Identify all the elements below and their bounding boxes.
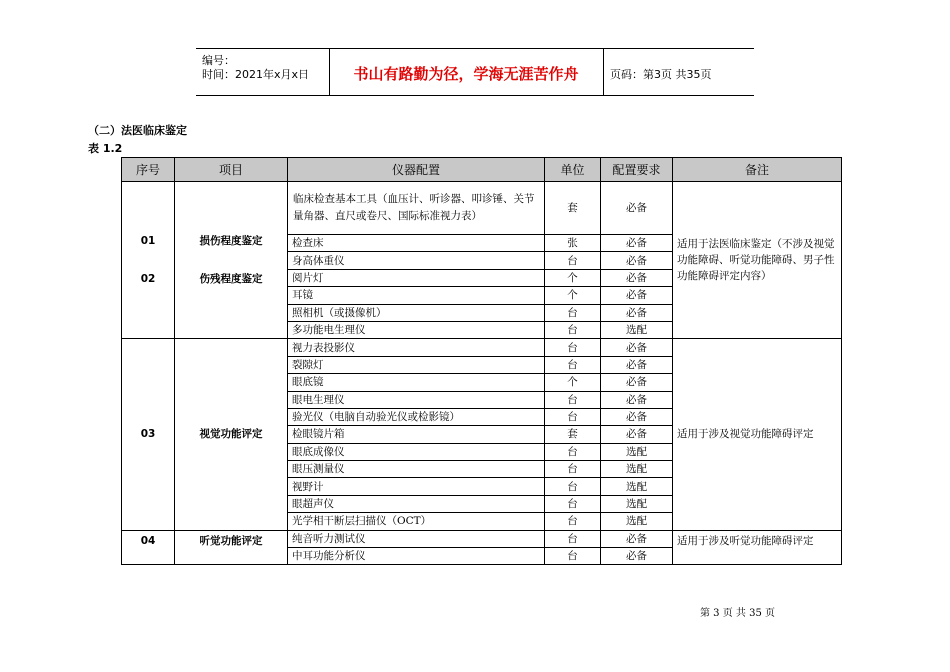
group1-projects — [175, 182, 288, 339]
equipment-cell: 验光仪（电脑自动验光仪或检影镜） — [288, 408, 545, 425]
equipment-table — [121, 157, 842, 565]
requirement-cell: 选配 — [601, 478, 673, 495]
equipment-cell: 身高体重仪 — [288, 252, 545, 269]
requirement-cell: 必备 — [601, 304, 673, 321]
equipment-cell: 多功能电生理仪 — [288, 321, 545, 338]
equipment-cell: 照相机（或摄像机） — [288, 304, 545, 321]
table-label: 表 1.2 — [88, 142, 123, 155]
unit-cell: 张 — [545, 235, 601, 252]
equipment-cell: 眼底镜 — [288, 374, 545, 391]
table-row — [122, 530, 842, 547]
table-header-row — [122, 158, 842, 182]
equipment-cell: 检查床 — [288, 235, 545, 252]
unit-cell: 个 — [545, 269, 601, 286]
unit-cell: 台 — [545, 304, 601, 321]
table-row — [122, 339, 842, 356]
requirement-cell: 必备 — [601, 530, 673, 547]
header-time-label: 时间：2021年x月x日 — [202, 68, 310, 81]
equipment-cell: 视野计 — [288, 478, 545, 495]
unit-cell: 台 — [545, 513, 601, 530]
requirement-cell: 必备 — [601, 287, 673, 304]
unit-cell: 套 — [545, 182, 601, 235]
unit-cell: 个 — [545, 287, 601, 304]
equipment-cell: 光学相干断层扫描仪（OCT） — [288, 513, 545, 530]
col-header-unit: 单位 — [545, 158, 601, 182]
requirement-cell: 必备 — [601, 339, 673, 356]
requirement-cell: 必备 — [601, 269, 673, 286]
unit-cell: 台 — [545, 461, 601, 478]
header-number-label: 编号： — [202, 54, 235, 67]
unit-cell: 台 — [545, 530, 601, 547]
requirement-cell: 必备 — [601, 356, 673, 373]
unit-cell: 台 — [545, 321, 601, 338]
unit-cell: 台 — [545, 339, 601, 356]
header-motto: 书山有路勤为径，学海无涯苦作舟 — [353, 65, 579, 83]
unit-cell: 台 — [545, 443, 601, 460]
equipment-cell: 纯音听力测试仪 — [288, 530, 545, 547]
equipment-cell: 眼底成像仪 — [288, 443, 545, 460]
seq-number: 03 — [122, 339, 175, 530]
col-header-equipment: 仪器配置 — [288, 158, 545, 182]
equipment-cell: 裂隙灯 — [288, 356, 545, 373]
project-name: 伤残程度鉴定 — [199, 273, 263, 286]
requirement-cell: 必备 — [601, 182, 673, 235]
unit-cell: 套 — [545, 426, 601, 443]
section-title: （二）法医临床鉴定 — [88, 124, 187, 137]
group3-note: 适用于涉及听觉功能障碍评定 — [673, 530, 842, 565]
requirement-cell: 必备 — [601, 235, 673, 252]
requirement-cell: 选配 — [601, 321, 673, 338]
equipment-cell: 阅片灯 — [288, 269, 545, 286]
unit-cell: 台 — [545, 478, 601, 495]
col-header-project: 项目 — [175, 158, 288, 182]
col-header-requirement: 配置要求 — [601, 158, 673, 182]
requirement-cell: 选配 — [601, 461, 673, 478]
col-header-note: 备注 — [673, 158, 842, 182]
seq-number: 01 — [140, 235, 156, 248]
equipment-cell: 耳镜 — [288, 287, 545, 304]
requirement-cell: 选配 — [601, 443, 673, 460]
unit-cell: 台 — [545, 495, 601, 512]
header-page-label: 页码：第3页 共35页 — [610, 68, 712, 81]
requirement-cell: 必备 — [601, 408, 673, 425]
unit-cell: 台 — [545, 548, 601, 565]
requirement-cell: 必备 — [601, 426, 673, 443]
page-footer: 第 3 页 共 35 页 — [700, 608, 775, 619]
project-name: 视觉功能评定 — [175, 339, 288, 530]
equipment-cell: 眼电生理仪 — [288, 391, 545, 408]
group1-note: 适用于法医临床鉴定（不涉及视觉功能障碍、听觉功能障碍、男子性功能障碍评定内容） — [673, 182, 842, 339]
equipment-cell: 中耳功能分析仪 — [288, 548, 545, 565]
project-name: 损伤程度鉴定 — [199, 235, 263, 248]
equipment-cell: 视力表投影仪 — [288, 339, 545, 356]
unit-cell: 台 — [545, 391, 601, 408]
unit-cell: 个 — [545, 374, 601, 391]
group1-numbers — [122, 182, 175, 339]
unit-cell: 台 — [545, 252, 601, 269]
header-bottom-rule — [196, 95, 754, 96]
requirement-cell: 必备 — [601, 374, 673, 391]
requirement-cell: 必备 — [601, 391, 673, 408]
requirement-cell: 选配 — [601, 495, 673, 512]
col-header-seq: 序号 — [122, 158, 175, 182]
requirement-cell: 必备 — [601, 252, 673, 269]
unit-cell: 台 — [545, 356, 601, 373]
seq-number: 02 — [140, 273, 156, 286]
equipment-cell: 眼压测量仪 — [288, 461, 545, 478]
table-row — [122, 182, 842, 235]
unit-cell: 台 — [545, 408, 601, 425]
requirement-cell: 必备 — [601, 548, 673, 565]
group2-note: 适用于涉及视觉功能障碍评定 — [673, 339, 842, 530]
equipment-cell: 眼超声仪 — [288, 495, 545, 512]
seq-number: 04 — [122, 530, 175, 565]
requirement-cell: 选配 — [601, 513, 673, 530]
equipment-cell: 检眼镜片箱 — [288, 426, 545, 443]
header-top-rule — [196, 48, 754, 49]
equipment-cell: 临床检查基本工具（血压计、听诊器、叩诊锤、关节量角器、直尺或卷尺、国际标准视力表） — [288, 182, 545, 235]
header-divider-right — [603, 49, 604, 95]
project-name: 听觉功能评定 — [175, 530, 288, 565]
